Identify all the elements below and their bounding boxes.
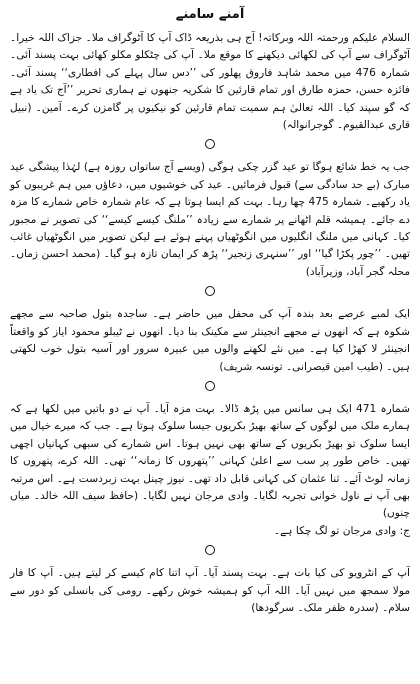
page-title: آمنے سامنے	[175, 7, 245, 22]
reader-letter	[10, 159, 410, 281]
letter-text: آپ کے انٹرویو کی کیا بات ہے۔ بہت پسند آیا۔ آپ اتنا کام کیسے کر لیتے ہیں۔ آپ کا فار مولا سمجھ میں نہیں آیا۔ اللہ آپ کو ہمیشہ خوش رکھے۔ رومی کی بانسلی کو دور سے سلام۔ (سدرہ ظفر ملک۔ سرگودھا)	[10, 567, 410, 614]
letter-text: شمارہ 471 ایک ہی سانس میں پڑھ ڈالا۔ بہت مزہ آیا۔ آپ نے دو باتیں میں لکھا ہے کہ ہمارے ملک میں لوگوں کے ساتھ بھیڑ بکریوں جیسا سلوک ہوتا ہے۔ جب کہ میرے خیال میں ایسا سلوک تو بھیڑ بکریوں کے ساتھ بھی نہیں ہوتا۔ اس شمارے کی سبھی کہانیاں اچھی تھیں۔ خاص طور پر سب سے اعلیٰ کہانی ’’پتھروں کا زمانہ‘‘ تھی۔ اللہ کرے، پتھروں کا زمانہ لوٹ آئے۔ ثنا عثمان کی کہانی قابل داد تھی۔ نیوز چینل بہت زبردست ہے۔ اس مرتبہ بھی آپ نے ناول خوانی تجربہ لگایا۔ وادی مرجان نہیں لگایا۔ (حافظ سیف اللہ خالد۔ میاں چنوں)	[10, 402, 410, 520]
reader-letter	[10, 401, 410, 540]
letter-text: ایک لمبے عرصے بعد بندہ آپ کی محفل میں حاضر ہے۔ ساجدہ بتول صاحبہ سے مجھے شکوہ ہے کہ انھوں نے مجھے انجینئر سے مکینک بنا دیا۔ انھوں نے ٹیبلو محمود ایاز کو واقعتاً انجینئر لا کھڑا کیا ہے۔ میں نئے لکھنے والوں میں عبیرہ سرور اور آسیہ بتول خوب لکھتی ہیں۔ (طیب امین قیصرانی۔ تونسہ شریف)	[10, 308, 410, 373]
circle-separator-icon	[10, 381, 410, 394]
letter-text: جب یہ خط شائع ہوگا تو عید گزر چکی ہوگی (ویسے آج ساتواں روزہ ہے) لہٰذا پیشگی عید مبارک (بے حد سادگی سے) قبول فرمائیں۔ عید کی خوشیوں میں، دعاؤں میں ہم غریبوں کو یاد رکھیے۔ شمارہ 475 چھا رہا۔ بہت کم ایسا ہوتا ہے کہ عام شمارہ خاص شمارے کا مزہ دے جائے۔ ہمیشہ قلم اٹھانے پر شمارے سے زیادہ ’’ملنگ کیسے کیسے‘‘ کی تصویر نے مجبور کیا۔ کہانی میں ملنگ انگلیوں میں انگوٹھیاں پہنے ہوئے ہے لیکن تصویر میں انگوٹھیاں غائب تھیں۔ ’’چور پکڑا گیا‘‘ اور ’’سنہری زنجیر‘‘ پڑھ کر ایمان تازہ ہو گیا۔ (محمد احسن زماں۔ محلہ گجر آباد، وزیرآباد)	[10, 161, 411, 278]
circle-separator-icon	[10, 545, 410, 558]
editor-reply: ج: وادی مرجان تو لگ چکا ہے۔	[273, 524, 410, 537]
reader-letter	[10, 30, 410, 134]
circle-separator-icon	[10, 286, 410, 299]
reader-letter	[10, 565, 410, 617]
reader-letter	[10, 306, 410, 376]
circle-separator-icon	[10, 139, 410, 152]
letter-text: السلام علیکم ورحمتہ اللہ وبرکاتہ! آج ہی بذریعہ ڈاک آپ کا آٹوگراف ملا۔ جزاک اللہ خیرا۔ آٹوگراف سے آپ کی لکھائی دیکھنے کا موقع ملا۔ آپ کی چٹکلو مکلو کھائی بہت پسند آئی۔ شمارہ 476 میں محمد شاہد فاروق پھلور کی ’’دس سال پہلے کی افطاری‘‘ پسند آئی۔ فائزہ حسن، حمزہ طارق اور تمام قارئین کا شکریہ جنھوں نے ہماری تحریر ’’آج تک یاد ہے کہ گو سپند کیا۔ اللہ تعالیٰ ہم سمیت تمام قارئین کو نیکیوں پر گامزن کرے۔ آمین۔ (نبیل قاری عبدالقیوم۔ گوجرانوالہ)	[10, 32, 410, 132]
